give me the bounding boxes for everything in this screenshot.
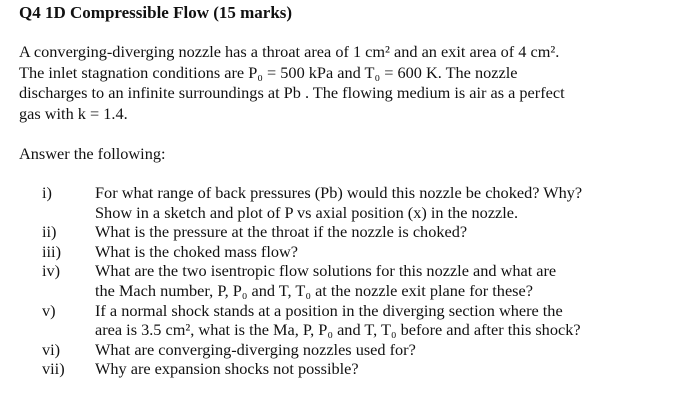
question-number: ii)	[42, 222, 57, 242]
question-text-line: For what range of back pressures (Pb) would this nozzle be choked? Why?	[95, 183, 583, 202]
question-item-vi	[0, 340, 693, 360]
question-text-line: What are converging-diverging nozzles used for?	[95, 339, 416, 359]
question-text	[95, 340, 685, 360]
problem-statement	[19, 42, 684, 124]
question-text-line: What is the pressure at the throat if the nozzle is choked?	[95, 222, 468, 242]
question-title: Q4 1D Compressible Flow (15 marks)	[19, 3, 293, 22]
question-text-line: area is 3.5 cm², what is the Ma, P, P₀ and T, T₀ before and after this shock?	[95, 320, 581, 340]
question-text	[95, 183, 685, 222]
question-text-line: What are the two isentropic flow solutions for this nozzle and what are	[95, 261, 557, 281]
question-text-line: the Mach number, P, P₀ and T, T₀ at the nozzle exit plane for these?	[95, 280, 533, 300]
question-number: iii)	[42, 241, 61, 261]
question-text	[95, 359, 685, 379]
problem-statement-line: gas with k = 1.4.	[19, 103, 128, 123]
answer-heading: Answer the following:	[19, 144, 166, 163]
question-item-vii	[0, 359, 693, 379]
question-text-line: Show in a sketch and plot of P vs axial position (x) in the nozzle.	[95, 202, 519, 222]
question-number: vi)	[42, 339, 61, 359]
question-text	[95, 242, 685, 262]
question-text-line: What is the choked mass flow?	[95, 241, 299, 261]
question-text-line: Why are expansion shocks not possible?	[95, 359, 359, 379]
question-text-line: If a normal shock stands at a position in the diverging section where the	[95, 300, 563, 320]
problem-statement-line: A converging-diverging nozzle has a throat area of 1 cm² and an exit area of 4 cm².	[19, 42, 560, 61]
question-item-ii	[0, 222, 693, 242]
problem-statement-line: discharges to an infinite surroundings at Pb . The flowing medium is air as a perfect	[19, 83, 565, 102]
question-item-v	[0, 301, 693, 340]
question-item-i	[0, 183, 693, 222]
question-number: vii)	[42, 359, 65, 379]
question-number: v)	[42, 300, 56, 320]
question-number: iv)	[42, 261, 61, 281]
problem-statement-line: The inlet stagnation conditions are P₀ = 500 kPa and T₀ = 600 K. The nozzle	[19, 62, 518, 82]
question-list	[0, 183, 693, 379]
question-number: i)	[42, 183, 52, 202]
question-text	[95, 222, 685, 242]
question-item-iii	[0, 242, 693, 262]
question-text	[95, 301, 685, 340]
question-item-iv	[0, 261, 693, 300]
question-text	[95, 261, 685, 300]
